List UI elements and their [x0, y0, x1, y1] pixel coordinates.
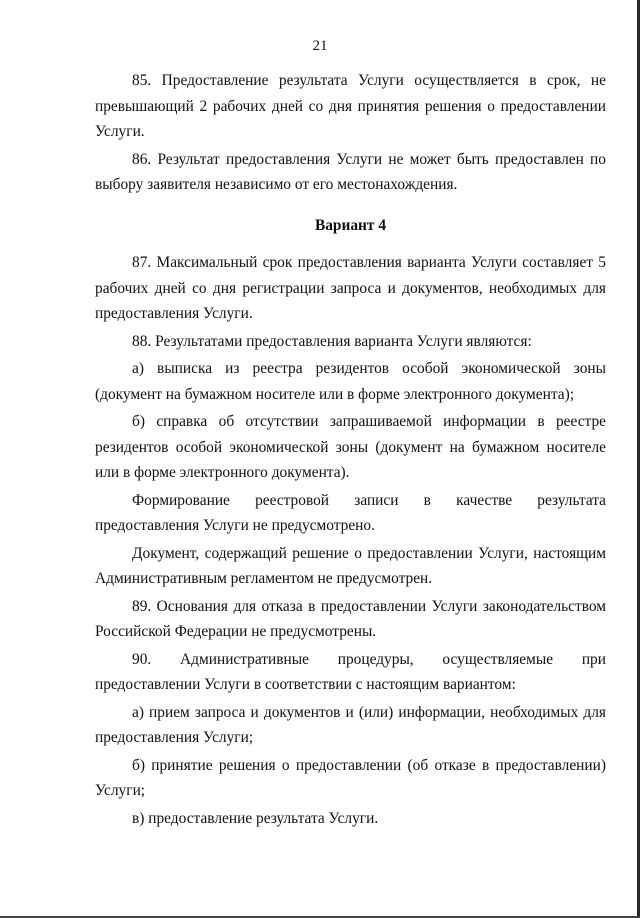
section-heading-variant-4: Вариант 4 — [314, 216, 387, 234]
paragraph-90-c: в) предоставление результата Услуги. — [132, 809, 379, 827]
paragraph-88-a: а) выписка из реестра резидентов особой экономической зоны (документ на бумажном носителе или в форме электронного документа); — [95, 360, 606, 403]
paragraph-85: 85. Предоставление результата Услуги осуществляется в срок, не превышающий 2 рабочих дней со дня принятия решения о предоставлении Услуги. — [95, 72, 606, 140]
document-body — [95, 68, 606, 833]
page-number: 21 — [312, 38, 328, 54]
paragraph-90-a: а) прием запроса и документов и (или) информации, необходимых для предоставления Услуги; — [95, 703, 606, 746]
paragraph-registry-record: Формирование реестровой записи в качестве результата предоставления Услуги не предусмотрено. — [95, 491, 606, 534]
paragraph-90-b: б) принятие решения о предоставлении (об отказе в предоставлении) Услуги; — [95, 756, 606, 799]
paragraph-decision-document: Документ, содержащий решение о предоставлении Услуги, настоящим Административным регламентом не предусмотрен. — [95, 544, 606, 587]
paragraph-88: 88. Результатами предоставления варианта Услуги являются: — [132, 332, 532, 350]
paragraph-89: 89. Основания для отказа в предоставлении Услуги законодательством Российской Федерации не предусмотрены. — [95, 597, 606, 640]
paragraph-86: 86. Результат предоставления Услуги не может быть предоставлен по выбору заявителя независимо от его местонахождения. — [95, 150, 606, 193]
paragraph-87: 87. Максимальный срок предоставления варианта Услуги составляет 5 рабочих дней со дня регистрации запроса и документов, необходимых для предоставления Услуги. — [95, 254, 606, 322]
paragraph-88-b: б) справка об отсутствии запрашиваемой информации в реестре резидентов особой экономической зоны (документ на бумажном носителе или в форме электронного документа). — [95, 413, 606, 481]
paragraph-90: 90. Административные процедуры, осуществляемые при предоставлении Услуги в соответствии с настоящим вариантом: — [95, 650, 606, 693]
